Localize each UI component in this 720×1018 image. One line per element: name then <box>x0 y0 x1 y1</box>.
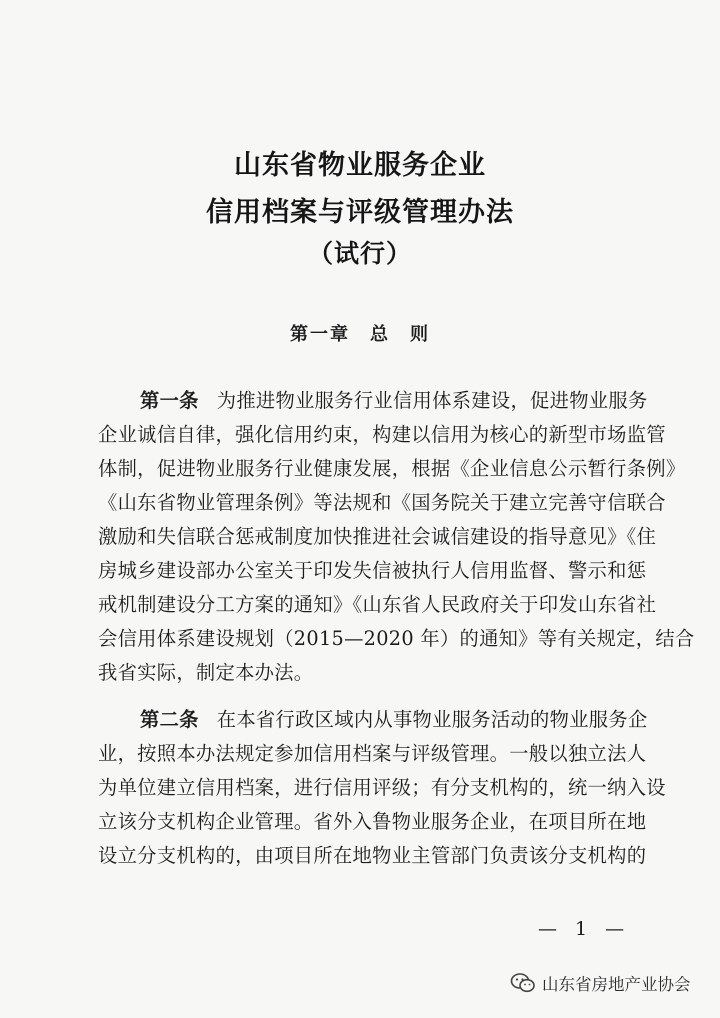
page-number: — 1 — <box>538 918 631 940</box>
chapter-label: 第一章 <box>290 324 350 345</box>
document-title-line-2: 信用档案与评级管理办法 <box>206 197 514 228</box>
document-title-line-1: 山东省物业服务企业 <box>234 150 486 181</box>
article-1-line: 激励和失信联合惩戒制度加快推进社会诚信建设的指导意见》《住 <box>98 525 657 548</box>
article-1-first-line <box>140 387 648 415</box>
wechat-icon <box>510 972 536 994</box>
article-1-text: 为推进物业服务行业信用体系建设，促进物业服务 <box>216 389 648 412</box>
chapter-name: 总 则 <box>370 324 430 345</box>
chapter-heading <box>0 320 720 346</box>
article-1-line: 会信用体系建设规划（2015—2020 年）的通知》等有关规定，结合 <box>98 627 695 650</box>
article-1-line: 企业诚信自律，强化信用约束，构建以信用为核心的新型市场监管 <box>98 423 666 446</box>
document-title-line-3: （试行） <box>307 239 412 268</box>
watermark-text: 山东省房地产业协会 <box>542 975 691 994</box>
article-2-text: 在本省行政区域内从事物业服务活动的物业服务企 <box>216 708 648 731</box>
article-2-line: 设立分支机构的，由项目所在地物业主管部门负责该分支机构的 <box>98 844 647 867</box>
article-1-line: 房城乡建设部办公室关于印发失信被执行人信用监督、警示和惩 <box>98 559 647 582</box>
article-2-line: 立该分支机构企业管理。省外入鲁物业服务企业，在项目所在地 <box>98 810 647 833</box>
article-2-line: 业，按照本办法规定参加信用档案与评级管理。一般以独立法人 <box>98 742 647 765</box>
article-1-label: 第一条 <box>140 389 199 412</box>
article-1-line: 我省实际，制定本办法。 <box>98 661 314 684</box>
article-1-line: 体制，促进物业服务行业健康发展，根据《企业信息公示暂行条例》 <box>98 457 686 480</box>
article-2-first-line <box>140 706 648 734</box>
article-2-label: 第二条 <box>140 708 199 731</box>
article-1-line: 《山东省物业管理条例》等法规和《国务院关于建立完善守信联合 <box>98 491 666 514</box>
article-2-line: 为单位建立信用档案，进行信用评级；有分支机构的，统一纳入设 <box>98 776 666 799</box>
watermark <box>510 970 691 996</box>
article-1-line: 戒机制建设分工方案的通知》《山东省人民政府关于印发山东省社 <box>98 593 657 616</box>
